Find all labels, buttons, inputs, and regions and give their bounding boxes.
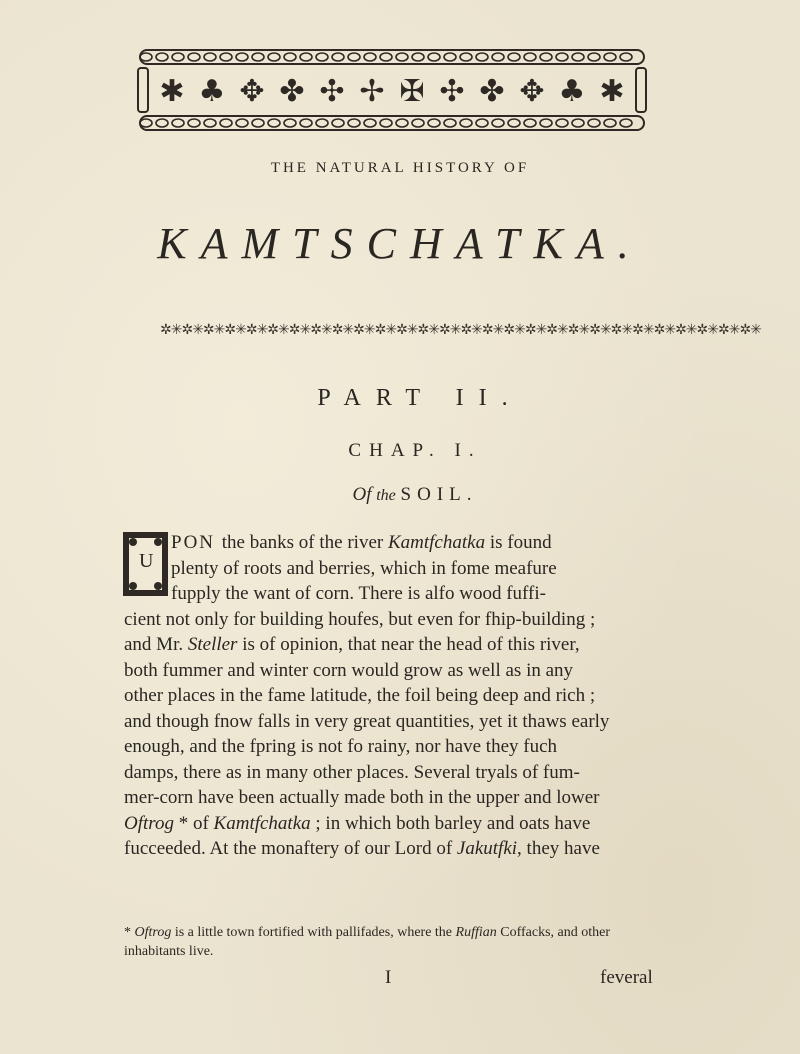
text-line: and though fnow falls in very great quantities, yet it thaws early — [124, 710, 610, 732]
chapter-subtitle — [0, 484, 800, 506]
catchword: feveral — [600, 967, 653, 988]
text-line: and Mr. Steller is of opinion, that near the head of this river, — [124, 634, 580, 655]
headpiece-ornament — [132, 44, 652, 140]
subtitle-of: Of — [352, 484, 372, 505]
running-head: THE NATURAL HISTORY OF — [270, 160, 530, 176]
decorative-star-rule: ✲✳✲✳✲✳✲✳✲✳✲✳✲✳✲✳✲✳✲✳✲✳✲✳✲✳✲✳✲✳✲✳✲✳✲✳✲✳✲✳✲✳✲✳✲✳✲✳✲✳✲✳✲✳✲✳ — [160, 323, 761, 338]
svg-text:♣: ♣ — [198, 74, 226, 109]
svg-text:♣: ♣ — [558, 74, 586, 109]
svg-text:✢: ✢ — [359, 74, 385, 109]
svg-text:✣: ✣ — [439, 74, 465, 109]
body-text — [124, 530, 668, 862]
text-line: PON the banks of the river Kamtfchatka is found — [171, 532, 552, 553]
book-title: KAMTSCHATKA. — [157, 219, 643, 268]
first-word: PON — [171, 532, 222, 553]
text-line: other places in the fame latitude, the foil being deep and rich ; — [124, 685, 596, 706]
text-line: fupply the want of corn. There is alfo wood fuffi- — [171, 583, 546, 604]
subtitle-soil: SOIL. — [400, 484, 478, 505]
svg-text:✤: ✤ — [279, 74, 305, 109]
svg-text:✣: ✣ — [319, 74, 345, 109]
drop-cap: U — [139, 550, 154, 572]
text-line: cient not only for building houfes, but even for fhip-building ; — [124, 608, 596, 630]
text-line: both fummer and winter corn would grow as well as in any — [124, 659, 574, 681]
chapter-heading: CHAP. I. — [348, 440, 482, 461]
text-line: Oftrog * of Kamtfchatka ; in which both barley and oats have — [124, 812, 591, 834]
footnote: * Oftrog is a little town fortified with pallifades, where the Ruffian Coffacks, and other inhabitants live. — [124, 925, 611, 959]
svg-text:✠: ✠ — [399, 74, 425, 109]
svg-text:✤: ✤ — [479, 74, 505, 109]
svg-text:✱: ✱ — [599, 74, 625, 109]
svg-text:✥: ✥ — [519, 74, 545, 109]
svg-text:✥: ✥ — [239, 74, 265, 109]
subtitle-the: the — [376, 487, 396, 504]
signature-mark: I — [385, 967, 392, 988]
text-line: damps, there as in many other places. Several tryals of fum- — [124, 761, 580, 783]
text-line: plenty of roots and berries, which in fome meafure — [171, 557, 557, 579]
svg-text:✱: ✱ — [159, 74, 185, 109]
part-heading: PART II. — [317, 385, 523, 411]
text-line: fucceeded. At the monaftery of our Lord of Jakutfki, they have — [124, 838, 600, 859]
text-line: mer-corn have been actually made both in the upper and lower — [124, 787, 600, 808]
text-line: enough, and the fpring is not fo rainy, nor have they fuch — [124, 736, 558, 757]
